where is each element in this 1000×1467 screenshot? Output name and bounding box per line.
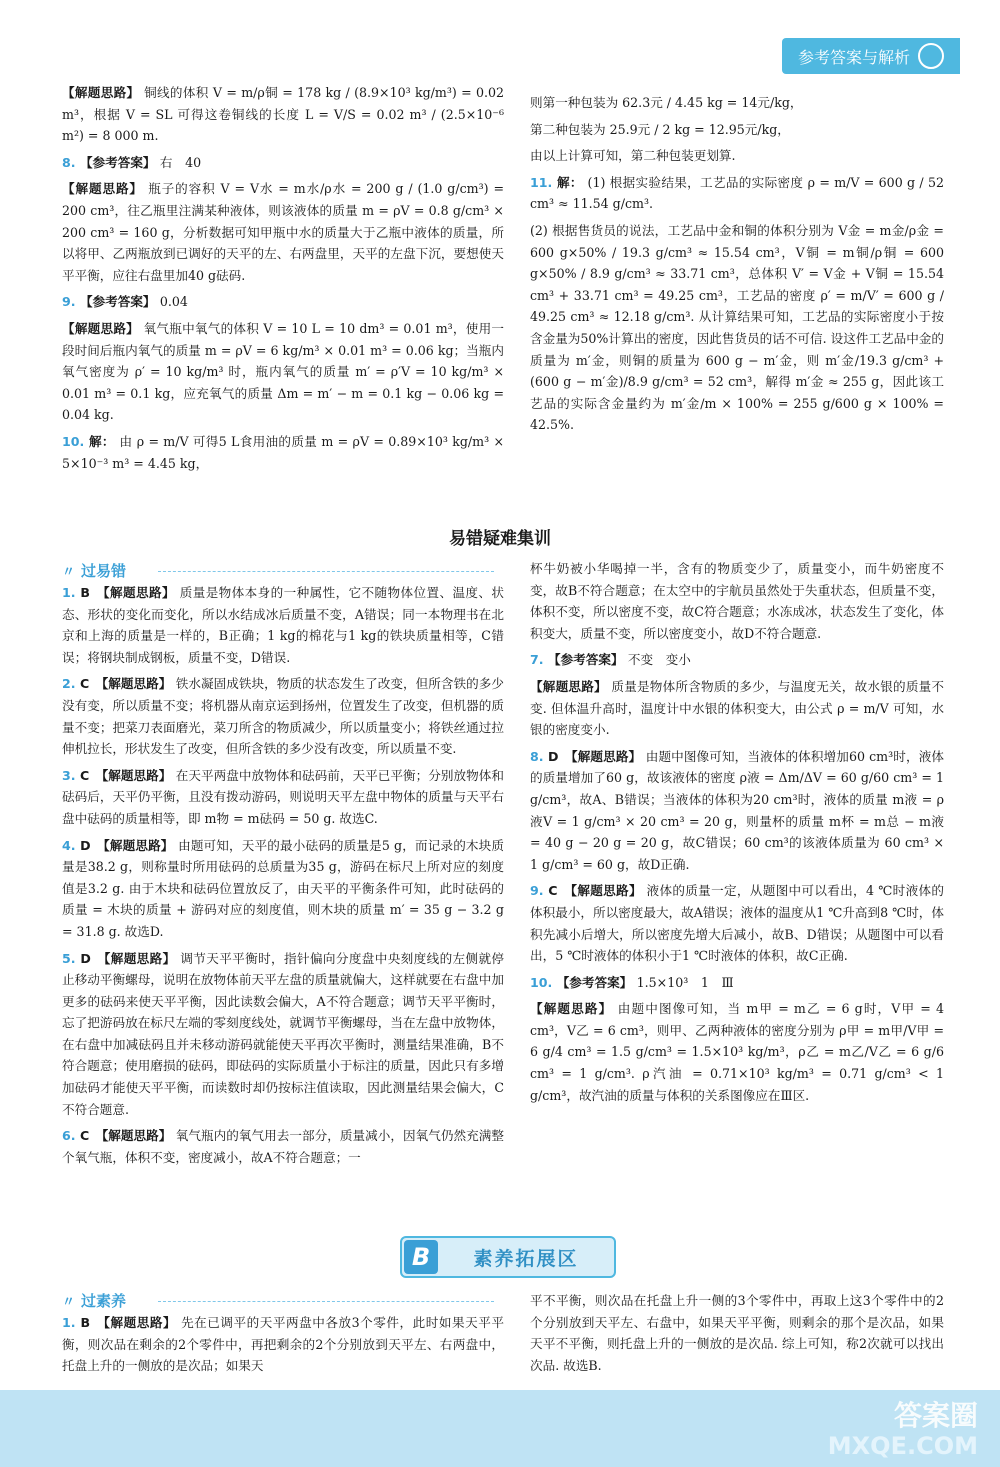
answer-label: B 【解题思路】 [80, 1315, 182, 1330]
subhead-label: 过易错 [81, 562, 127, 580]
answer-text: (2) 根据售货员的说法，工艺品中金和铜的体积分别为 V金 = m金/ρ金 = 600 g×50% / 19.3 g/cm³ ≈ 15.54 cm³，V铜 = m铜/ρ铜 = 600 g×50% / 8.9 g/cm³ ≈ 33.71 cm³，总体积 V′ = V金 + V铜 = 15.54 cm³ + 33.71 cm³ = 49.25 cm³，工艺品的密度 ρ′ = m/V′ = 600 g / 49.25 cm³ ≈ 12.18 g/cm³. 从计算结果可知，工艺品的实际密度小于按含金量为50%计算出的密度，因此售货员的话不可信. 设这件工艺品中金的质量为 m′金，则铜的质量为 600 g − m′金，则 m′金/19.3 g/cm³ + (600 g − m′金)/8.9 g/cm³ = 52 cm³，解得 m′金 ≈ 255 g，因此该工艺品的实际含金量约为 m′金/m × 100% = 255 g/600 g × 100% = 42.5%. [530, 222, 944, 433]
badge-title: 素养拓展区 [473, 1247, 579, 1270]
answer-item [62, 318, 504, 426]
answer-item [62, 431, 504, 474]
rocket-logo-icon [918, 43, 944, 69]
answer-label: 【解题思路】 [530, 678, 612, 694]
answer-item [530, 1290, 944, 1376]
answer-item [530, 998, 944, 1106]
answer-text: 液体的质量一定，从题图中可以看出，4 ℃时液体的体积最小，所以密度最大，故A错误；液体的温度从1 ℃升高到8 ℃时，体积先减小后增大，所以密度先增大后减小，故B、D错误；从题图中可以看出，5 ℃时液体的体积小于1 ℃时液体的体积，故C正确. [530, 883, 944, 964]
question-number: 11. [530, 174, 558, 190]
answer-item [530, 119, 944, 141]
answer-label: C 【解题思路】 [79, 676, 176, 692]
answer-item [62, 948, 504, 1121]
answer-item [62, 152, 504, 174]
section-badge [400, 1236, 616, 1278]
question-number: 8. [62, 154, 80, 170]
right-mid-column [530, 558, 944, 1111]
question-number: 5. [62, 950, 81, 966]
answer-item [62, 82, 504, 147]
answer-item [530, 676, 944, 741]
question-number: 7. [530, 652, 548, 668]
answer-item [62, 1312, 504, 1377]
answer-text: 则第一种包装为 62.3元 / 4.45 kg = 14元/kg， [530, 95, 803, 110]
answer-item [62, 291, 504, 313]
answer-text: 不变 变小 [627, 652, 691, 668]
tick-marks-icon: 〃 [62, 1295, 76, 1310]
answer-label: 解： [89, 433, 120, 449]
left-top-column [62, 82, 504, 479]
subhead-label: 过素养 [81, 1292, 127, 1310]
answer-label: D 【解题思路】 [80, 950, 181, 966]
answer-text: 0.04 [159, 294, 188, 310]
answer-text: 调节天平平衡时，指针偏向分度盘中央刻度线的左侧就停止移动平衡螺母，说明在放物体前天平左盘的质量就偏大，这样就要在右盘中加更多的砝码来使天平平衡，因此读数会偏大，A不符合题意；调节天平平衡时，忘了把游码放在标尺左端的零刻度线处，就调节平衡螺母，当在左盘中放物体，在右盘中加减砝码且并未移动游码就能使天平再次平衡时，测量结果准确，B不符合题意；使用磨损的砝码，即砝码的实际质量小于标注的质量，因此只有多增加砝码才能使天平平衡，而读数时却仍按标注值读取，因此测量结果会偏大，C不符合题意. [62, 950, 505, 1117]
answer-text: 瓶子的容积 V = V水 = m水/ρ水 = 200 g / (1.0 g/cm³) = 200 cm³，往乙瓶里注满某种液体，则该液体的质量 m = ρV = 0.8 g/cm³ × 200 cm³ = 160 g，分析数据可知甲瓶中水的质量大于乙瓶中液体的质量，所以将甲、乙两瓶放到已调好的天平的左、右两盘里，天平的左盘下沉，要想使天平平衡，应往右盘里加40 g砝码. [62, 181, 504, 283]
answer-text: (1) 根据实验结果，工艺品的实际密度 ρ = m/V = 600 g / 52 cm³ ≈ 11.54 g/cm³. [530, 174, 944, 212]
question-number: 2. [62, 676, 80, 692]
subhead-guo-suyang [62, 1290, 494, 1311]
watermark-url: MXQE.COM [827, 1432, 978, 1460]
left-mid-column [62, 582, 504, 1173]
answer-label: C 【解题思路】 [548, 883, 647, 899]
answer-item [62, 673, 504, 759]
badge-letter: B [404, 1240, 438, 1274]
answer-label: 【参考答案】 [79, 154, 160, 170]
answer-label: 【参考答案】 [556, 974, 637, 990]
question-number: 1. [62, 585, 81, 600]
answer-text: 在天平两盘中放物体和砝码前，天平已平衡；分别放物体和砝码后，天平仍平衡，且没有拨动游码，则说明天平左盘中物体的质量与天平右盘中砝码的质量相等，即 m物 = m砝码 = 50 g. 故选C. [62, 767, 505, 826]
answer-label: 【参考答案】 [79, 294, 160, 310]
answer-text: 铜线的体积 V = m/ρ铜 = 178 kg / (8.9×10³ kg/m³) = 0.02 m³，根据 V = SL 可得这卷铜线的长度 L = V/S = 0.02 m³ / (2.5×10⁻⁶ m²) = 8 000 m. [62, 85, 505, 144]
answer-label: C 【解题思路】 [79, 767, 176, 783]
question-number: 4. [62, 837, 81, 853]
right-top-column [530, 92, 944, 441]
answer-label: B 【解题思路】 [80, 585, 180, 600]
question-number: 3. [62, 767, 80, 783]
watermark-main: 答案圈 [893, 1399, 978, 1432]
answer-text: 右 40 [159, 154, 202, 170]
answer-label: 解： [557, 174, 588, 190]
answer-item [530, 880, 944, 966]
answer-item [62, 835, 504, 943]
answer-text: 由以上计算可知，第二种包装更划算. [530, 148, 736, 164]
header-tag [782, 38, 960, 74]
answer-label: 【解题思路】 [62, 85, 145, 100]
answer-label: C 【解题思路】 [79, 1128, 176, 1144]
question-number: 9. [62, 294, 80, 310]
answer-text: 质量是物体所含物质的多少，与温度无关，故水银的质量不变. 但体温升高时，温度计中水银的体积变大，由公式 ρ = m/V 可知，水银的密度变小. [530, 678, 945, 738]
watermark [828, 1401, 978, 1461]
answer-item [530, 558, 944, 644]
answer-text: 由题中图像可知，当 m甲 = m乙 = 6 g时，V甲 = 4 cm³，V乙 = 6 cm³，则甲、乙两种液体的密度分别为 ρ甲 = m甲/V甲 = 6 g/4 cm³ = 1.5 g/cm³ = 1.5×10³ kg/m³，ρ乙 = m乙/V乙 = 6 g/6 cm³ = 1 g/cm³. ρ汽油 = 0.71×10³ kg/m³ = 0.71 g/cm³ < 1 g/cm³，故汽油的质量与体积的关系图像应在Ⅲ区. [530, 1001, 944, 1103]
answer-item [530, 972, 944, 994]
answer-text: 先在已调平的天平两盘中各放3个零件，此时如果天平平衡，则次品在剩余的2个零件中，再把剩余的2个分别放到天平左、右两盘中，托盘上升的一侧放的是次品；如果天 [62, 1315, 504, 1374]
question-number: 10. [62, 433, 90, 449]
answer-item [530, 220, 944, 436]
answer-text: 铁水凝固成铁块，物质的状态发生了改变，但所含铁的多少没有变，所以质量不变；将机器从南京运到扬州，位置发生了改变，但机器的质量不变；把菜刀表面磨光，菜刀所含的物质减少，所以质量变小；将铁丝通过拉伸机拉长，形状发生了改变，但所含铁的多少没有改变，所以质量不变. [62, 676, 505, 757]
answer-label: 【解题思路】 [62, 320, 144, 336]
answer-item [62, 1125, 504, 1168]
answer-item [62, 765, 504, 830]
tick-marks-icon: 〃 [62, 565, 76, 580]
question-number: 6. [62, 1128, 80, 1144]
answer-text: 氧气瓶内的氧气用去一部分，质量减小，因氧气仍然充满整个氧气瓶，体积不变，密度减小，故A不符合题意；一 [62, 1128, 505, 1165]
answer-item [530, 92, 944, 114]
dashed-rule [158, 1301, 494, 1302]
question-number: 9. [530, 883, 549, 899]
answer-item [530, 145, 944, 167]
answer-item [530, 172, 944, 215]
answer-text: 由 ρ = m/V 可得5 L食用油的质量 m = ρV = 0.89×10³ kg/m³ × 5×10⁻³ m³ = 4.45 kg， [62, 433, 504, 471]
answer-item [62, 582, 504, 668]
answer-text: 1.5×10³ 1 Ⅲ [636, 974, 734, 990]
right-bottom-column [530, 1290, 944, 1381]
answer-label: 【解题思路】 [530, 1001, 618, 1017]
answer-item [530, 746, 944, 876]
answer-item [62, 178, 504, 286]
answer-label: D 【解题思路】 [548, 748, 646, 764]
header-tag-label: 参考答案与解析 [797, 47, 910, 67]
answer-text: 质量是物体本身的一种属性，它不随物体位置、温度、状态、形状的变化而变化，所以水结成冰后质量不变，A错误；同一本物理书在北京和上海的质量是一样的，B正确；1 kg的棉花与1 kg的铁块质量相等，C错误；将钢块制成钢板，质量不变，D错误. [62, 585, 505, 665]
answer-label: 【参考答案】 [547, 652, 628, 668]
dashed-rule [158, 571, 494, 572]
subhead-guo-yicuo [62, 560, 494, 581]
answer-item [530, 649, 944, 671]
answer-text: 氧气瓶中氧气的体积 V = 10 L = 10 dm³ = 0.01 m³，使用一段时间后瓶内氧气的质量 m = ρV = 6 kg/m³ × 0.01 m³ = 0.06 kg；当瓶内氧气密度为 ρ′ = 10 kg/m³ 时，瓶内氧气的质量 m′ = ρ′V = 10 kg/m³ × 0.01 m³ = 0.1 kg，应充氧气的质量 Δm = m′ − m = 0.1 kg − 0.06 kg = 0.04 kg. [62, 320, 504, 423]
question-number: 8. [530, 748, 549, 764]
question-number: 10. [530, 974, 557, 990]
answer-label: D 【解题思路】 [80, 837, 179, 853]
section-title: 易错疑难集训 [449, 529, 551, 549]
footer-band [0, 1390, 1000, 1467]
answer-label: 【解题思路】 [62, 181, 149, 197]
left-bottom-column [62, 1312, 504, 1382]
answer-text: 平不平衡，则次品在托盘上升一侧的3个零件中，再取上这3个零件中的2个分别放到天平左、右盘中，如果天平平衡，则剩余的那个是次品，如果天平不平衡，则托盘上升的一侧放的是次品. 综上可知，称2次就可以找出次品. 故选B. [530, 1293, 944, 1373]
answer-text: 杯牛奶被小华喝掉一半，含有的物质变少了，质量变小，而牛奶密度不变，故B不符合题意；在太空中的宇航员虽然处于失重状态，但质量不变，体积不变，所以密度不变，故C符合题意；水冻成冰，状态发生了变化，体积变大，质量不变，所以密度变小，故D不符合题意. [530, 561, 944, 641]
answer-text: 由题可知，天平的最小砝码的质量是5 g，而记录的木块质量是38.2 g，则称量时所用砝码的总质量为35 g，游码在标尺上所对应的刻度值是3.2 g. 由于木块和砝码位置放反了，由天平的平衡条件可知，此时砝码的质量 = 木块的质量 + 游码对应的刻度值，则木块的质量 m′ = 35 g − 3.2 g = 31.8 g. 故选D. [62, 837, 504, 939]
answer-text: 由题中图像可知，当液体的体积增加60 cm³时，液体的质量增加了60 g，故该液体的密度 ρ液 = Δm/ΔV = 60 g/60 cm³ = 1 g/cm³，故A、B错误；当液体的体积为20 cm³时，液体的质量 m液 = ρ液V = 1 g/cm³ × 20 cm³ = 20 g，则量杯的质量 m杯 = m总 − m液 = 40 g − 20 g = 20 g，故C错误；60 cm³的该液体质量为 60 cm³ × 1 g/cm³ = 60 g，故D正确. [530, 748, 944, 872]
answer-text: 第二种包装为 25.9元 / 2 kg = 12.95元/kg， [530, 121, 790, 137]
question-number: 1. [62, 1315, 81, 1330]
